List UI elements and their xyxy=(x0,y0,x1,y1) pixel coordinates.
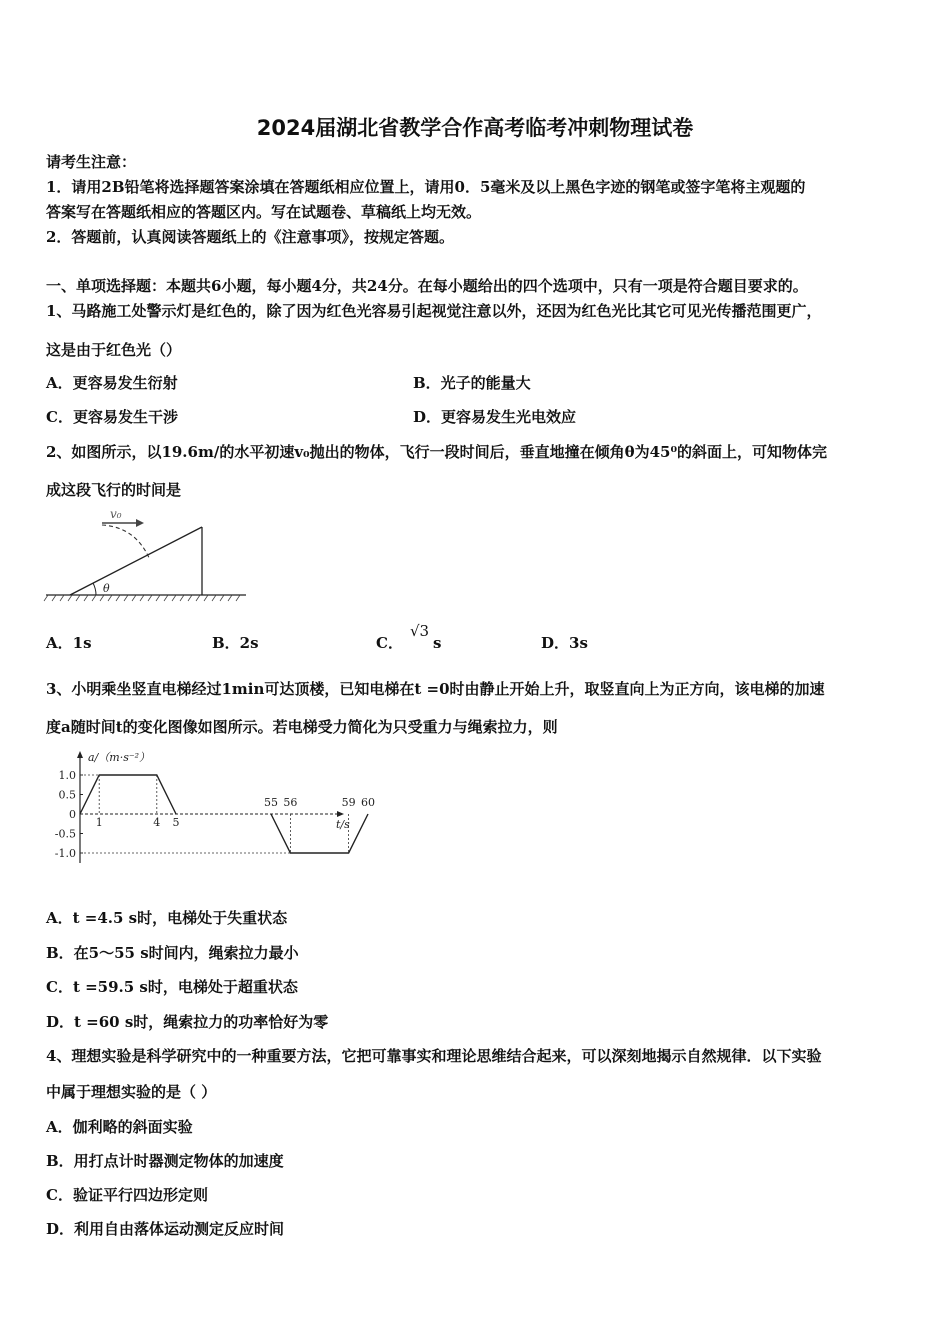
x-axis-label: t/s xyxy=(336,818,350,831)
q1-stem-line1: 1、马路施工处警示灯是红色的，除了因为红色光容易引起视觉注意以外，还因为红色光比其它可见光传播范围更广， xyxy=(46,302,822,320)
q2-option-c-sqrt: √3 xyxy=(410,622,430,640)
q4-stem-line2: 中属于理想实验的是（ ） xyxy=(46,1083,217,1101)
q4-option-c: C．验证平行四边形定则 xyxy=(46,1186,208,1204)
page-title: 2024届湖北省教学合作高考临考冲刺物理试卷 xyxy=(256,116,694,140)
q1-stem-line2: 这是由于红色光（） xyxy=(46,341,182,359)
x-tick-label: 55 xyxy=(264,796,278,809)
y-tick-label: -1.0 xyxy=(54,847,76,860)
notice-item2: 2．答题前，认真阅读答题纸上的《注意事项》，按规定答题。 xyxy=(46,228,454,246)
y-tick-label: -0.5 xyxy=(54,827,76,841)
notice-item1-line1: 1．请用2B铅笔将选择题答案涂填在答题纸相应位置上，请用0．5毫米及以上黑色字迹的钢笔或签字笔将主观题的 xyxy=(46,178,806,196)
q1-option-b: B．光子的能量大 xyxy=(413,374,531,392)
y-axis-label: a/（m·s⁻²） xyxy=(88,751,151,764)
q3-option-c: C．t =59.5 s时，电梯处于超重状态 xyxy=(46,978,298,996)
q2-stem-line1: 2、如图所示，以19.6m/的水平初速v₀抛出的物体，飞行一段时间后，垂直地撞在倾角θ为45⁰的斜面上，可知物体完 xyxy=(46,443,828,461)
notice-heading: 请考生注意： xyxy=(46,153,137,171)
section-heading: 一、单项选择题：本题共6小题，每小题4分，共24分。在每小题给出的四个选项中，只有一项是符合题目要求的。 xyxy=(46,277,808,295)
theta-arc xyxy=(93,583,96,595)
x-tick-label: 4 xyxy=(153,816,161,829)
incline-surface xyxy=(70,527,202,595)
q2-option-c: C． xyxy=(376,634,403,652)
series-line-accel xyxy=(80,775,176,814)
y-tick-label: 1.0 xyxy=(58,769,76,782)
q4-option-b: B．用打点计时器测定物体的加速度 xyxy=(46,1152,284,1170)
q4-stem-line1: 4、理想实验是科学研究中的一种重要方法，它把可靠事实和理论思维结合起来，可以深刻地揭示自然规律．以下实验 xyxy=(46,1047,822,1065)
q2-option-b: B．2s xyxy=(212,634,259,652)
x-tick-label: 60 xyxy=(361,796,375,809)
q3-stem-line1: 3、小明乘坐竖直电梯经过1min可达顶楼，已知电梯在t =0时由静止开始上升，取竖直向上为正方向，该电梯的加速 xyxy=(46,680,825,698)
velocity-arrowhead xyxy=(136,519,144,527)
q4-option-a: A．伽利略的斜面实验 xyxy=(46,1118,193,1136)
series-line-decel xyxy=(271,814,368,853)
x-axis-arrow xyxy=(337,811,344,817)
q3-option-b: B．在5～55 s时间内，绳索拉力最小 xyxy=(46,944,299,962)
y-tick-label: 0 xyxy=(69,808,76,821)
q3-option-a: A．t =4.5 s时，电梯处于失重状态 xyxy=(46,909,288,927)
q2-option-a: A．1s xyxy=(46,634,92,652)
notice-item1-line2: 答案写在答题纸相应的答题区内。写在试题卷、草稿纸上均无效。 xyxy=(46,203,482,221)
q2-incline-figure xyxy=(40,503,255,605)
q3-option-d: D．t =60 s时，绳索拉力的功率恰好为零 xyxy=(46,1013,329,1031)
theta-label: θ xyxy=(103,582,110,595)
x-tick-label: 59 xyxy=(341,796,356,809)
v0-label: v₀ xyxy=(110,507,122,521)
q4-option-d: D．利用自由落体运动测定反应时间 xyxy=(46,1220,285,1238)
q1-option-d: D．更容易发生光电效应 xyxy=(413,408,577,426)
y-tick-label: 0.5 xyxy=(58,788,76,802)
q3-acceleration-chart xyxy=(40,745,375,873)
x-tick-label: 5 xyxy=(172,816,180,829)
trajectory-curve xyxy=(102,525,150,560)
q3-stem-line2: 度a随时间t的变化图像如图所示。若电梯受力简化为只受重力与绳索拉力，则 xyxy=(46,718,558,736)
q1-option-c: C．更容易发生干涉 xyxy=(46,408,178,426)
q2-option-d: D．3s xyxy=(541,634,588,652)
y-axis-arrow xyxy=(77,751,83,758)
x-tick-label: 56 xyxy=(283,796,298,809)
x-tick-label: 1 xyxy=(95,816,103,829)
q2-option-c-unit: s xyxy=(433,634,442,652)
q1-option-a: A．更容易发生衍射 xyxy=(46,374,178,392)
ground-hatch xyxy=(44,595,240,601)
q2-stem-line2: 成这段飞行的时间是 xyxy=(46,481,182,499)
